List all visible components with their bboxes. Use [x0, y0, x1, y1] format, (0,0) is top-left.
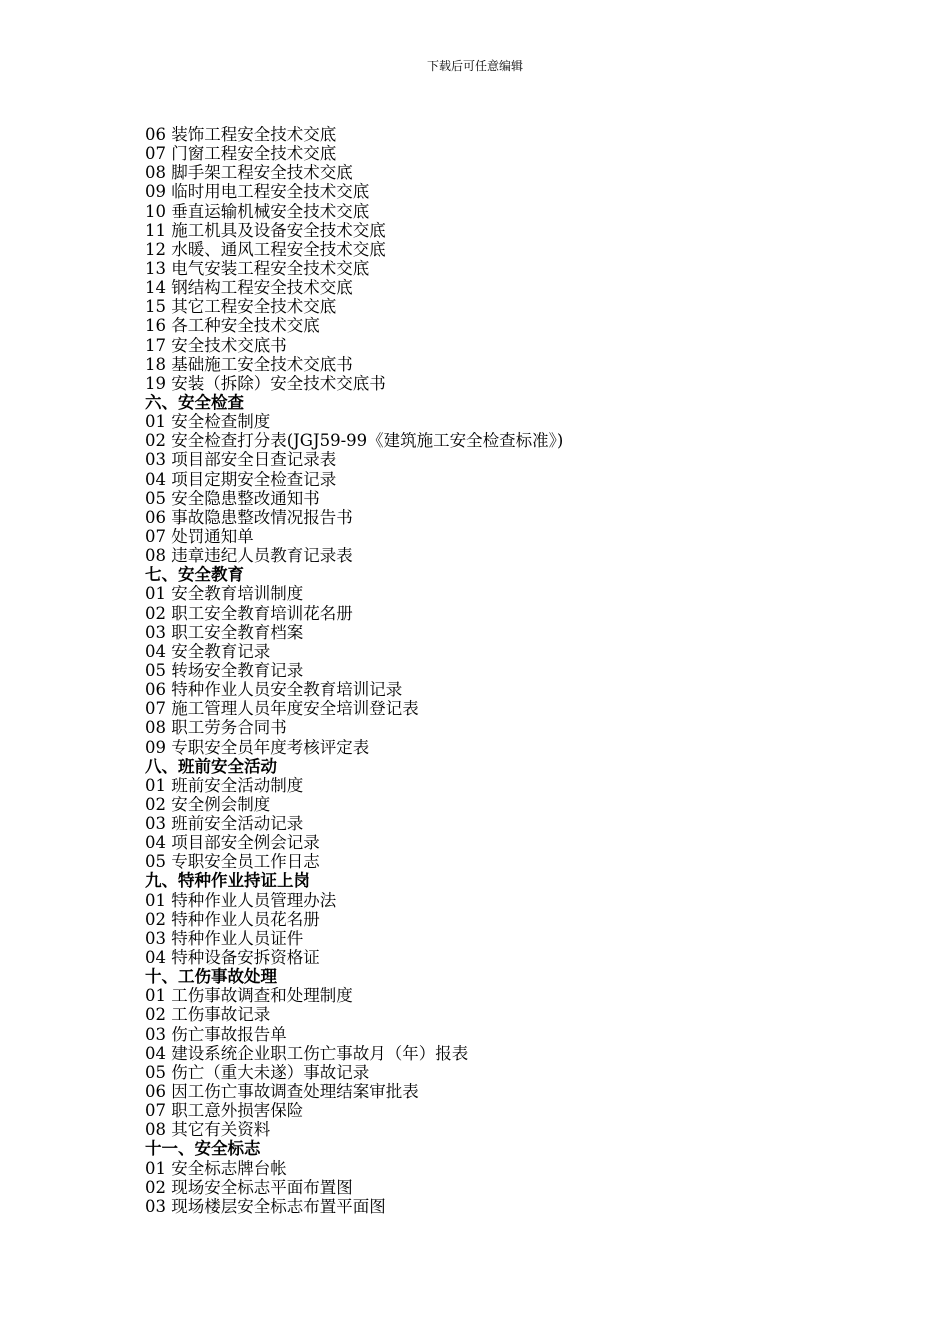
list-item: 08 脚手架工程安全技术交底	[145, 163, 353, 183]
list-item: 19 安装（拆除）安全技术交底书	[145, 373, 386, 393]
list-item: 08 其它有关资料	[145, 1120, 271, 1140]
list-item: 09 专职安全员年度考核评定表	[145, 737, 370, 757]
list-item: 15 其它工程安全技术交底	[145, 297, 337, 317]
section-heading: 七、安全教育	[145, 565, 244, 585]
list-item: 12 水暖、通风工程安全技术交底	[145, 239, 386, 259]
list-item: 03 项目部安全日查记录表	[145, 450, 337, 470]
list-item: 07 职工意外损害保险	[145, 1101, 304, 1121]
list-item: 02 职工安全教育培训花名册	[145, 603, 353, 623]
list-item: 02 安全检查打分表(JGJ59-99《建筑施工安全检查标准》)	[145, 431, 564, 451]
list-item: 07 施工管理人员年度安全培训登记表	[145, 699, 419, 719]
list-item: 06 事故隐患整改情况报告书	[145, 507, 353, 527]
page-header-note: 下载后可任意编辑	[426, 59, 523, 73]
list-item: 02 工伤事故记录	[145, 1005, 271, 1025]
list-item: 05 安全隐患整改通知书	[145, 488, 320, 508]
section-heading: 十、工伤事故处理	[145, 967, 277, 987]
list-item: 02 安全例会制度	[145, 794, 271, 814]
list-item: 05 专职安全员工作日志	[145, 852, 320, 872]
list-item: 07 门窗工程安全技术交底	[145, 144, 337, 164]
list-item: 13 电气安装工程安全技术交底	[145, 258, 370, 278]
list-item: 17 安全技术交底书	[145, 335, 287, 355]
document-item-list	[145, 125, 905, 1216]
list-item: 01 班前安全活动制度	[145, 775, 304, 795]
list-item: 14 钢结构工程安全技术交底	[145, 278, 353, 298]
list-item: 06 因工伤亡事故调查处理结案审批表	[145, 1082, 419, 1102]
list-item: 04 项目定期安全检查记录	[145, 469, 337, 489]
list-item: 01 特种作业人员管理办法	[145, 890, 337, 910]
list-item: 10 垂直运输机械安全技术交底	[145, 201, 370, 221]
list-item: 06 装饰工程安全技术交底	[145, 125, 337, 144]
list-item: 03 伤亡事故报告单	[145, 1024, 287, 1044]
list-item: 05 伤亡（重大未遂）事故记录	[145, 1062, 370, 1082]
list-item: 03 职工安全教育档案	[145, 622, 304, 642]
list-item: 04 项目部安全例会记录	[145, 833, 320, 853]
section-heading: 八、班前安全活动	[145, 756, 277, 776]
list-item: 08 职工劳务合同书	[145, 718, 287, 738]
section-heading: 九、特种作业持证上岗	[145, 871, 310, 891]
list-item: 05 转场安全教育记录	[145, 660, 304, 680]
list-item: 04 特种设备安拆资格证	[145, 948, 320, 968]
list-item: 01 安全检查制度	[145, 412, 271, 432]
list-item: 02 特种作业人员花名册	[145, 909, 320, 929]
list-item: 18 基础施工安全技术交底书	[145, 354, 353, 374]
section-heading: 十一、安全标志	[145, 1139, 261, 1159]
list-item: 04 安全教育记录	[145, 641, 271, 661]
section-heading: 六、安全检查	[145, 392, 244, 412]
list-item: 08 违章违纪人员教育记录表	[145, 546, 353, 566]
list-item: 03 特种作业人员证件	[145, 928, 304, 948]
list-item: 07 处罚通知单	[145, 526, 254, 546]
list-item: 02 现场安全标志平面布置图	[145, 1177, 353, 1197]
list-item: 04 建设系统企业职工伤亡事故月（年）报表	[145, 1043, 469, 1063]
list-item: 09 临时用电工程安全技术交底	[145, 182, 370, 202]
list-item: 16 各工种安全技术交底	[145, 316, 320, 336]
list-item: 06 特种作业人员安全教育培训记录	[145, 680, 403, 700]
list-item: 11 施工机具及设备安全技术交底	[145, 220, 386, 240]
list-item: 03 现场楼层安全标志布置平面图	[145, 1196, 386, 1216]
list-item: 01 安全标志牌台帐	[145, 1158, 287, 1178]
list-item: 03 班前安全活动记录	[145, 814, 304, 834]
list-item: 01 工伤事故调查和处理制度	[145, 986, 353, 1006]
list-item: 01 安全教育培训制度	[145, 584, 304, 604]
